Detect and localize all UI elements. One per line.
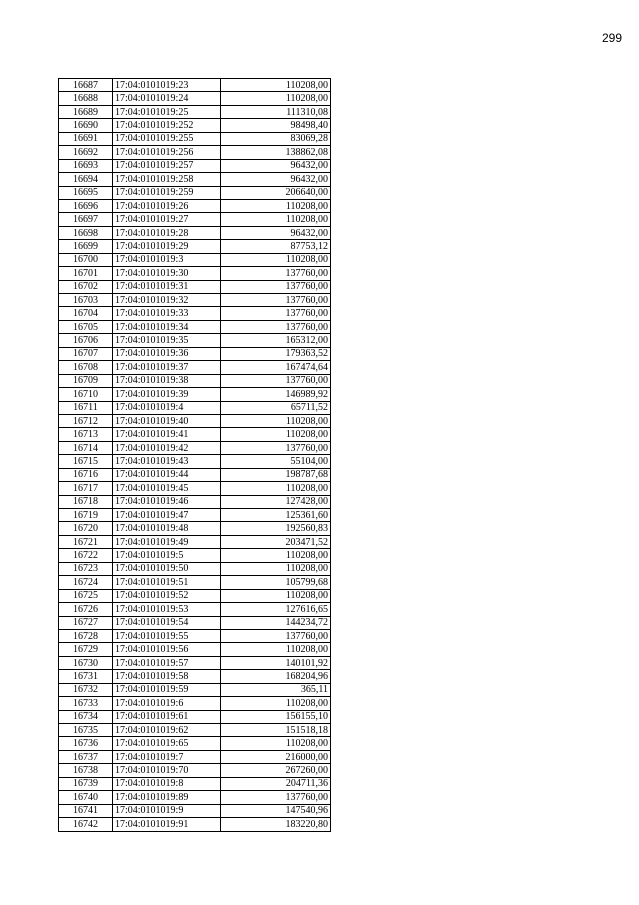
cadastral-number-cell: 17:04:0101019:36	[113, 347, 221, 360]
table-row	[59, 226, 331, 239]
table-row	[59, 683, 331, 696]
value-cell: 110208,00	[221, 92, 331, 105]
row-number-cell: 16698	[59, 226, 113, 239]
cadastral-number-cell: 17:04:0101019:23	[113, 79, 221, 92]
cadastral-number-cell: 17:04:0101019:4	[113, 401, 221, 414]
table-row	[59, 347, 331, 360]
cadastral-number-cell: 17:04:0101019:50	[113, 562, 221, 575]
row-number-cell: 16707	[59, 347, 113, 360]
table-row	[59, 414, 331, 427]
value-cell: 137760,00	[221, 267, 331, 280]
table-row	[59, 710, 331, 723]
value-cell: 110208,00	[221, 428, 331, 441]
value-cell: 110208,00	[221, 643, 331, 656]
cadastral-number-cell: 17:04:0101019:65	[113, 737, 221, 750]
row-number-cell: 16703	[59, 294, 113, 307]
row-number-cell: 16688	[59, 92, 113, 105]
value-cell: 110208,00	[221, 697, 331, 710]
cadastral-number-cell: 17:04:0101019:29	[113, 240, 221, 253]
row-number-cell: 16739	[59, 777, 113, 790]
cadastral-number-cell: 17:04:0101019:27	[113, 213, 221, 226]
value-cell: 110208,00	[221, 562, 331, 575]
row-number-cell: 16730	[59, 656, 113, 669]
row-number-cell: 16723	[59, 562, 113, 575]
table-row	[59, 199, 331, 212]
value-cell: 138862,08	[221, 146, 331, 159]
table-row	[59, 697, 331, 710]
row-number-cell: 16687	[59, 79, 113, 92]
cadastral-number-cell: 17:04:0101019:39	[113, 388, 221, 401]
value-cell: 137760,00	[221, 629, 331, 642]
table-row	[59, 535, 331, 548]
row-number-cell: 16712	[59, 414, 113, 427]
table-row	[59, 334, 331, 347]
table-row	[59, 522, 331, 535]
row-number-cell: 16731	[59, 670, 113, 683]
cadastral-number-cell: 17:04:0101019:7	[113, 750, 221, 763]
cadastral-number-cell: 17:04:0101019:24	[113, 92, 221, 105]
cadastral-number-cell: 17:04:0101019:59	[113, 683, 221, 696]
table-row	[59, 804, 331, 817]
value-cell: 105799,68	[221, 576, 331, 589]
value-cell: 110208,00	[221, 414, 331, 427]
row-number-cell: 16690	[59, 119, 113, 132]
value-cell: 110208,00	[221, 589, 331, 602]
row-number-cell: 16702	[59, 280, 113, 293]
value-cell: 146989,92	[221, 388, 331, 401]
cadastral-number-cell: 17:04:0101019:42	[113, 441, 221, 454]
row-number-cell: 16726	[59, 603, 113, 616]
page-number: 299	[601, 31, 622, 45]
cadastral-number-cell: 17:04:0101019:38	[113, 374, 221, 387]
row-number-cell: 16713	[59, 428, 113, 441]
cadastral-number-cell: 17:04:0101019:55	[113, 629, 221, 642]
value-cell: 151518,18	[221, 724, 331, 737]
value-cell: 110208,00	[221, 482, 331, 495]
value-cell: 55104,00	[221, 455, 331, 468]
table-row	[59, 750, 331, 763]
row-number-cell: 16715	[59, 455, 113, 468]
cadastral-number-cell: 17:04:0101019:35	[113, 334, 221, 347]
row-number-cell: 16709	[59, 374, 113, 387]
row-number-cell: 16728	[59, 629, 113, 642]
cadastral-number-cell: 17:04:0101019:48	[113, 522, 221, 535]
cadastral-number-cell: 17:04:0101019:3	[113, 253, 221, 266]
row-number-cell: 16704	[59, 307, 113, 320]
value-cell: 192560,83	[221, 522, 331, 535]
table-row	[59, 724, 331, 737]
row-number-cell: 16729	[59, 643, 113, 656]
table-row	[59, 146, 331, 159]
row-number-cell: 16722	[59, 549, 113, 562]
table-row	[59, 777, 331, 790]
table-row	[59, 670, 331, 683]
table-row	[59, 764, 331, 777]
row-number-cell: 16741	[59, 804, 113, 817]
value-cell: 110208,00	[221, 199, 331, 212]
value-cell: 168204,96	[221, 670, 331, 683]
cadastral-number-cell: 17:04:0101019:34	[113, 320, 221, 333]
table-row	[59, 737, 331, 750]
table-row	[59, 173, 331, 186]
cadastral-number-cell: 17:04:0101019:62	[113, 724, 221, 737]
value-cell: 137760,00	[221, 294, 331, 307]
value-cell: 96432,00	[221, 173, 331, 186]
cadastral-number-cell: 17:04:0101019:9	[113, 804, 221, 817]
table-row	[59, 468, 331, 481]
row-number-cell: 16710	[59, 388, 113, 401]
table-row	[59, 441, 331, 454]
table-row	[59, 509, 331, 522]
table-row	[59, 549, 331, 562]
row-number-cell: 16692	[59, 146, 113, 159]
value-cell: 96432,00	[221, 159, 331, 172]
cadastral-number-cell: 17:04:0101019:6	[113, 697, 221, 710]
value-cell: 137760,00	[221, 320, 331, 333]
cadastral-number-cell: 17:04:0101019:43	[113, 455, 221, 468]
cadastral-number-cell: 17:04:0101019:47	[113, 509, 221, 522]
cadastral-number-cell: 17:04:0101019:26	[113, 199, 221, 212]
row-number-cell: 16740	[59, 791, 113, 804]
cadastral-number-cell: 17:04:0101019:89	[113, 791, 221, 804]
table-row	[59, 79, 331, 92]
value-cell: 111310,08	[221, 105, 331, 118]
value-cell: 140101,92	[221, 656, 331, 669]
value-cell: 137760,00	[221, 307, 331, 320]
row-number-cell: 16693	[59, 159, 113, 172]
value-cell: 127428,00	[221, 495, 331, 508]
table-row	[59, 576, 331, 589]
cadastral-number-cell: 17:04:0101019:31	[113, 280, 221, 293]
value-cell: 83069,28	[221, 132, 331, 145]
row-number-cell: 16718	[59, 495, 113, 508]
row-number-cell: 16701	[59, 267, 113, 280]
value-cell: 137760,00	[221, 791, 331, 804]
row-number-cell: 16724	[59, 576, 113, 589]
table-row	[59, 482, 331, 495]
cadastral-number-cell: 17:04:0101019:91	[113, 818, 221, 831]
row-number-cell: 16735	[59, 724, 113, 737]
table-row	[59, 186, 331, 199]
row-number-cell: 16689	[59, 105, 113, 118]
table-row	[59, 818, 331, 831]
cadastral-number-cell: 17:04:0101019:51	[113, 576, 221, 589]
table-body	[59, 79, 331, 832]
value-cell: 216000,00	[221, 750, 331, 763]
row-number-cell: 16711	[59, 401, 113, 414]
cadastral-number-cell: 17:04:0101019:41	[113, 428, 221, 441]
cadastral-number-cell: 17:04:0101019:5	[113, 549, 221, 562]
table-row	[59, 320, 331, 333]
table-row	[59, 791, 331, 804]
row-number-cell: 16734	[59, 710, 113, 723]
value-cell: 183220,80	[221, 818, 331, 831]
row-number-cell: 16691	[59, 132, 113, 145]
row-number-cell: 16737	[59, 750, 113, 763]
value-cell: 110208,00	[221, 79, 331, 92]
table-row	[59, 388, 331, 401]
table-row	[59, 629, 331, 642]
table-row	[59, 92, 331, 105]
row-number-cell: 16717	[59, 482, 113, 495]
cadastral-number-cell: 17:04:0101019:45	[113, 482, 221, 495]
row-number-cell: 16736	[59, 737, 113, 750]
value-cell: 96432,00	[221, 226, 331, 239]
cadastral-number-cell: 17:04:0101019:70	[113, 764, 221, 777]
cadastral-number-cell: 17:04:0101019:25	[113, 105, 221, 118]
row-number-cell: 16725	[59, 589, 113, 602]
cadastral-number-cell: 17:04:0101019:57	[113, 656, 221, 669]
value-cell: 110208,00	[221, 737, 331, 750]
table-row	[59, 374, 331, 387]
table-row	[59, 643, 331, 656]
row-number-cell: 16697	[59, 213, 113, 226]
table-row	[59, 616, 331, 629]
row-number-cell: 16714	[59, 441, 113, 454]
value-cell: 65711,52	[221, 401, 331, 414]
value-cell: 127616,65	[221, 603, 331, 616]
cadastral-number-cell: 17:04:0101019:32	[113, 294, 221, 307]
row-number-cell: 16733	[59, 697, 113, 710]
table-row	[59, 240, 331, 253]
row-number-cell: 16699	[59, 240, 113, 253]
table-row	[59, 159, 331, 172]
row-number-cell: 16708	[59, 361, 113, 374]
table-row	[59, 307, 331, 320]
value-cell: 110208,00	[221, 549, 331, 562]
cadastral-number-cell: 17:04:0101019:46	[113, 495, 221, 508]
row-number-cell: 16719	[59, 509, 113, 522]
cadastral-number-cell: 17:04:0101019:257	[113, 159, 221, 172]
value-cell: 204711,36	[221, 777, 331, 790]
cadastral-number-cell: 17:04:0101019:30	[113, 267, 221, 280]
cadastral-number-cell: 17:04:0101019:255	[113, 132, 221, 145]
value-cell: 267260,00	[221, 764, 331, 777]
cadastral-number-cell: 17:04:0101019:49	[113, 535, 221, 548]
value-cell: 165312,00	[221, 334, 331, 347]
cadastral-number-cell: 17:04:0101019:33	[113, 307, 221, 320]
table-row	[59, 294, 331, 307]
value-cell: 137760,00	[221, 280, 331, 293]
table-row	[59, 253, 331, 266]
cadastral-number-cell: 17:04:0101019:58	[113, 670, 221, 683]
table-row	[59, 132, 331, 145]
table-row	[59, 603, 331, 616]
value-cell: 156155,10	[221, 710, 331, 723]
row-number-cell: 16721	[59, 535, 113, 548]
table-row	[59, 105, 331, 118]
row-number-cell: 16695	[59, 186, 113, 199]
value-cell: 198787,68	[221, 468, 331, 481]
cadastral-number-cell: 17:04:0101019:53	[113, 603, 221, 616]
row-number-cell: 16738	[59, 764, 113, 777]
value-cell: 365,11	[221, 683, 331, 696]
cadastral-number-cell: 17:04:0101019:56	[113, 643, 221, 656]
value-cell: 137760,00	[221, 441, 331, 454]
value-cell: 203471,52	[221, 535, 331, 548]
value-cell: 137760,00	[221, 374, 331, 387]
table-row	[59, 267, 331, 280]
table-row	[59, 455, 331, 468]
value-cell: 179363,52	[221, 347, 331, 360]
table-row	[59, 656, 331, 669]
cadastral-value-table	[58, 78, 331, 832]
cadastral-number-cell: 17:04:0101019:259	[113, 186, 221, 199]
row-number-cell: 16700	[59, 253, 113, 266]
table-row	[59, 495, 331, 508]
cadastral-number-cell: 17:04:0101019:37	[113, 361, 221, 374]
cadastral-number-cell: 17:04:0101019:40	[113, 414, 221, 427]
row-number-cell: 16720	[59, 522, 113, 535]
cadastral-number-cell: 17:04:0101019:44	[113, 468, 221, 481]
row-number-cell: 16706	[59, 334, 113, 347]
value-cell: 110208,00	[221, 253, 331, 266]
value-cell: 110208,00	[221, 213, 331, 226]
row-number-cell: 16694	[59, 173, 113, 186]
cadastral-number-cell: 17:04:0101019:252	[113, 119, 221, 132]
table-row	[59, 428, 331, 441]
value-cell: 206640,00	[221, 186, 331, 199]
value-cell: 125361,60	[221, 509, 331, 522]
row-number-cell: 16742	[59, 818, 113, 831]
cadastral-number-cell: 17:04:0101019:8	[113, 777, 221, 790]
table-row	[59, 280, 331, 293]
row-number-cell: 16727	[59, 616, 113, 629]
value-cell: 147540,96	[221, 804, 331, 817]
table-row	[59, 361, 331, 374]
row-number-cell: 16705	[59, 320, 113, 333]
cadastral-number-cell: 17:04:0101019:258	[113, 173, 221, 186]
table-row	[59, 213, 331, 226]
value-cell: 167474,64	[221, 361, 331, 374]
table-row	[59, 119, 331, 132]
value-cell: 144234,72	[221, 616, 331, 629]
cadastral-number-cell: 17:04:0101019:28	[113, 226, 221, 239]
value-cell: 98498,40	[221, 119, 331, 132]
cadastral-number-cell: 17:04:0101019:256	[113, 146, 221, 159]
cadastral-number-cell: 17:04:0101019:61	[113, 710, 221, 723]
value-cell: 87753,12	[221, 240, 331, 253]
cadastral-number-cell: 17:04:0101019:54	[113, 616, 221, 629]
table-row	[59, 562, 331, 575]
row-number-cell: 16732	[59, 683, 113, 696]
row-number-cell: 16716	[59, 468, 113, 481]
table-row	[59, 401, 331, 414]
table-row	[59, 589, 331, 602]
cadastral-number-cell: 17:04:0101019:52	[113, 589, 221, 602]
row-number-cell: 16696	[59, 199, 113, 212]
